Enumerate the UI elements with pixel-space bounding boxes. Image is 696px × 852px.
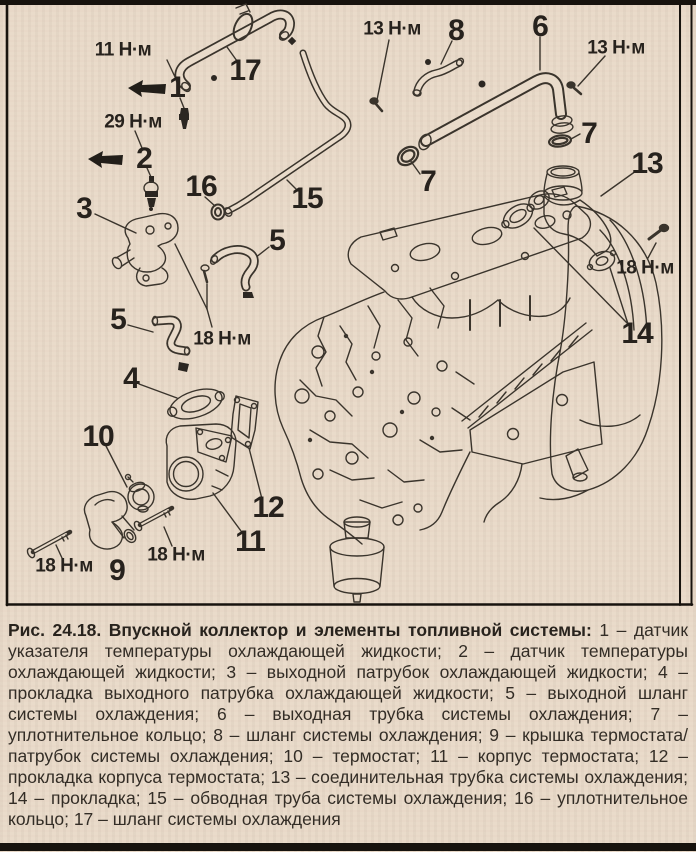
outlet-hose-5-left [153,317,190,373]
torque-label-18nm-bottom-mid: 18 Н·м [147,544,205,566]
part-label-16: 16 [185,170,217,203]
engine-drawing [275,187,662,602]
part-label-6: 6 [532,10,548,43]
oring-16 [212,205,225,220]
part-label-5-left: 5 [110,303,126,336]
part-label-14: 14 [621,317,653,350]
part-label-12: 12 [252,491,284,524]
thermostat-10 [126,475,155,513]
part-label-10: 10 [82,420,114,453]
part-label-7-right: 7 [581,117,597,150]
part-label-9: 9 [109,554,125,587]
torque-label-18nm-bottom-left: 18 Н·м [35,555,93,577]
bolt-13nm-right [567,82,581,94]
coolant-outlet-3 [111,214,178,286]
bolt-18nm-right [649,225,669,240]
outlet-hose-5-right [209,250,254,298]
left-arrow-icon [128,80,166,97]
oring-7-right [548,134,571,148]
gasket-14-lower [587,248,618,274]
oring-7-left [394,143,421,169]
hose-8 [413,57,486,97]
torque-label-18nm-mid: 18 Н·м [193,328,251,350]
stud-bolt-18nm [201,265,209,282]
gasket-4 [164,383,228,426]
coolant-temp-sensor-2 [144,176,158,211]
figure-caption-title: Рис. 24.18. Впускной коллектор и элементы топливной системы: [8,620,592,640]
part-label-13: 13 [631,147,663,180]
thermostat-cover-9 [84,492,138,549]
page-bottom-rule [0,843,696,851]
part-label-3: 3 [76,192,92,225]
gasket-12 [231,396,258,449]
thermostat-housing-11 [166,424,236,499]
part-label-11: 11 [235,525,265,558]
part-label-15: 15 [291,182,323,215]
torque-label-13nm-right: 13 Н·м [587,37,645,59]
part-label-1: 1 [169,71,185,104]
coolant-gauge-sensor-1 [179,108,189,129]
torque-label-29nm: 29 Н·м [104,111,162,133]
part-label-17: 17 [229,54,261,87]
part-label-8: 8 [448,14,464,47]
figure-caption-body: 1 – датчик указателя температуры охлаждающей жидкости; 2 – датчик температуры охлаждающей жидкости; 3 – выходной патрубок охлаждающей жидкости; 4 – прокладка выходного патрубка охлаждающей жидкости; 5 – выходной шланг системы охлаждения; 6 – выходная трубка системы охлаждения; 7 – уплотнительное кольцо; 8 – шланг системы охлаждения; 9 – крышка термостата/патрубок системы охлаждения; 10 – термостат; 11 – корпус термостата; 12 – прокладка корпуса термостата; 13 – соединительная трубка системы охлаждения; 14 – прокладка; 15 – обводная труба системы охлаждения; 16 – уплотнительное кольцо; 17 – шланг системы охлаждения [8,620,688,829]
bolt-13nm-left [370,98,382,111]
figure-caption [8,620,688,830]
part-label-5-right: 5 [269,224,285,257]
part-label-2: 2 [136,142,152,175]
bolt-18nm-mid [133,508,172,532]
part-label-4: 4 [123,362,139,395]
torque-label-13nm-left: 13 Н·м [363,18,421,40]
torque-label-11nm: 11 Н·м [94,39,152,61]
torque-label-18nm-right: 18 Н·м [616,257,674,279]
part-label-7-left: 7 [420,165,436,198]
left-arrow-icon [88,151,123,168]
